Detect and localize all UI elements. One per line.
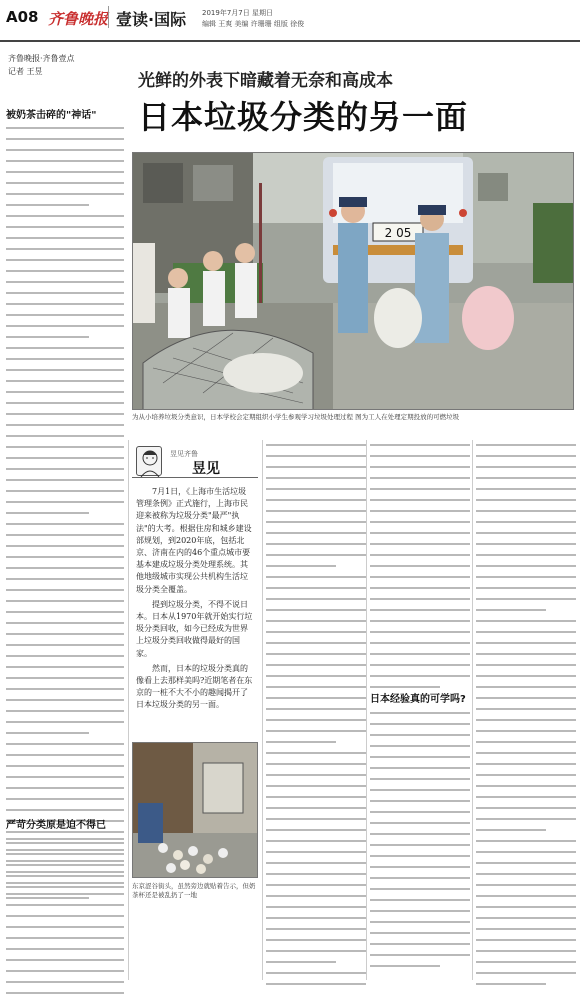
columnist-header <box>132 444 258 478</box>
byline <box>8 52 118 78</box>
truck-plate: 2 05 <box>384 226 412 240</box>
body-text-block-2 <box>6 838 124 995</box>
inline-photo-caption: 东京涩谷街头，虽然旁边就贴着告示，但奶茶杯还是被乱扔了一地 <box>132 882 256 899</box>
main-photo <box>132 152 574 410</box>
section-subhead-3: 日本经验真的可学吗? <box>370 694 466 705</box>
byline-reporter: 记者 王昱 <box>8 67 43 76</box>
masthead-divider <box>108 6 109 28</box>
column-divider <box>366 440 367 980</box>
headline-title: 日本垃圾分类的另一面 <box>138 98 469 136</box>
text-column-3 <box>266 444 366 994</box>
masthead <box>0 0 580 42</box>
column-label-1: 昱见齐鲁 <box>170 450 198 458</box>
columnist-name: 昱见 <box>192 461 220 477</box>
issue-date: 2019年7月7日 星期日 <box>202 9 273 17</box>
columnist-portrait <box>136 446 162 476</box>
column-paragraph: 7月1日，《上海市生活垃圾管理条例》正式施行，上海市民迎来被称为垃圾分类"最严"执法"的大考。根据住房和城乡建设部规划，到2020年底，包括北京、济南在内的46个重点城市要基本建成垃圾分类处理系统。其他地级城市实现公共机构生活垃圾分类全覆盖。 <box>136 487 252 594</box>
section-subhead: 被奶茶击碎的"神话" <box>6 110 97 121</box>
garbage-collection-scene <box>133 153 574 410</box>
section-title: 壹读·国际 <box>116 10 187 29</box>
portrait-sketch-icon <box>137 447 163 477</box>
headline-kicker: 光鲜的外表下暗藏着无奈和高成本 <box>138 71 393 91</box>
main-photo-caption: 为从小培养垃圾分类意识，日本学校会定期组织小学生参观学习垃圾处理过程 图为工人在处理定期投放的可燃垃圾 <box>132 413 460 421</box>
section-subhead-2: 严苛分类原是迫不得已 <box>6 820 106 831</box>
inline-photo <box>132 742 258 878</box>
page-number: A08 <box>6 8 39 26</box>
byline-source: 齐鲁晚报·齐鲁壹点 <box>8 54 75 63</box>
column-body <box>136 486 254 715</box>
paper-name: 齐鲁晚报 <box>48 10 109 28</box>
text-column-5 <box>476 444 576 994</box>
column-divider <box>128 440 129 980</box>
editors-line: 编辑 王爽 美编 许珊珊 组版 徐俊 <box>202 20 305 28</box>
left-column <box>6 104 124 908</box>
column-paragraph: 提到垃圾分类，不得不说日本。日本从1970年就开始实行垃圾分类回收，如今已经成为世界上垃圾分类回收做得最好的国家。 <box>136 599 253 658</box>
column-divider <box>262 440 263 980</box>
column-divider <box>472 440 473 980</box>
litter-scene <box>133 743 258 878</box>
column-paragraph: 然而，日本的垃圾分类真的像看上去那样美吗?近期笔者在东京的一桩不大不小的趣闻揭开了日本垃圾分类的另一面。 <box>136 663 253 710</box>
text-column-4 <box>370 444 470 697</box>
text-column-4b <box>370 712 470 976</box>
body-text-block <box>6 127 124 899</box>
